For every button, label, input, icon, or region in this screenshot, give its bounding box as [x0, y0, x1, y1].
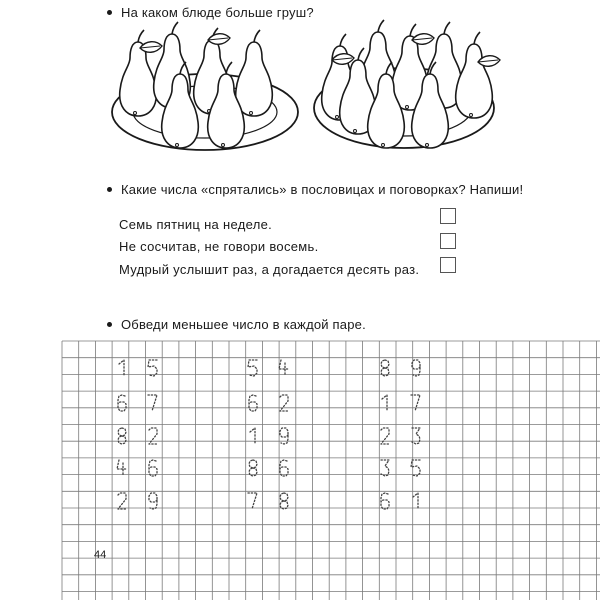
dotted-digit[interactable]	[280, 460, 288, 476]
question-compare-text: Обведи меньшее число в каждой паре.	[121, 317, 366, 332]
dotted-digit[interactable]	[249, 395, 257, 411]
dotted-digit[interactable]	[149, 493, 157, 509]
proverb-line: Не сосчитав, не говори восемь.	[119, 239, 319, 254]
page-number: 44	[94, 549, 107, 561]
dotted-digit[interactable]	[412, 360, 420, 376]
dotted-digit[interactable]	[117, 460, 126, 476]
dotted-digit[interactable]	[381, 493, 389, 509]
dotted-digit[interactable]	[413, 493, 418, 509]
dotted-digit[interactable]	[248, 493, 257, 509]
proverb-line: Семь пятниц на неделе.	[119, 217, 273, 232]
dotted-digit[interactable]	[381, 360, 389, 376]
dotted-digit[interactable]	[148, 360, 157, 376]
dotted-digit[interactable]	[149, 460, 157, 476]
dotted-digit[interactable]	[382, 395, 387, 411]
dotted-digit[interactable]	[279, 360, 288, 376]
dotted-digit[interactable]	[248, 360, 257, 376]
dotted-digit[interactable]	[381, 460, 389, 476]
dotted-digit[interactable]	[280, 395, 288, 411]
dotted-digit[interactable]	[118, 395, 126, 411]
proverb-line: Мудрый услышит раз, а догадается десять раз.	[119, 262, 420, 277]
dotted-digit[interactable]	[148, 395, 157, 411]
question-pears-text: На каком блюде больше груш?	[121, 5, 314, 20]
dotted-digit[interactable]	[280, 493, 288, 509]
dotted-digit[interactable]	[119, 360, 124, 376]
question-proverbs-text: Какие числа «спрятались» в пословицах и поговорках? Напиши!	[121, 182, 524, 197]
dotted-digit[interactable]	[249, 460, 257, 476]
dotted-digit[interactable]	[118, 493, 126, 509]
